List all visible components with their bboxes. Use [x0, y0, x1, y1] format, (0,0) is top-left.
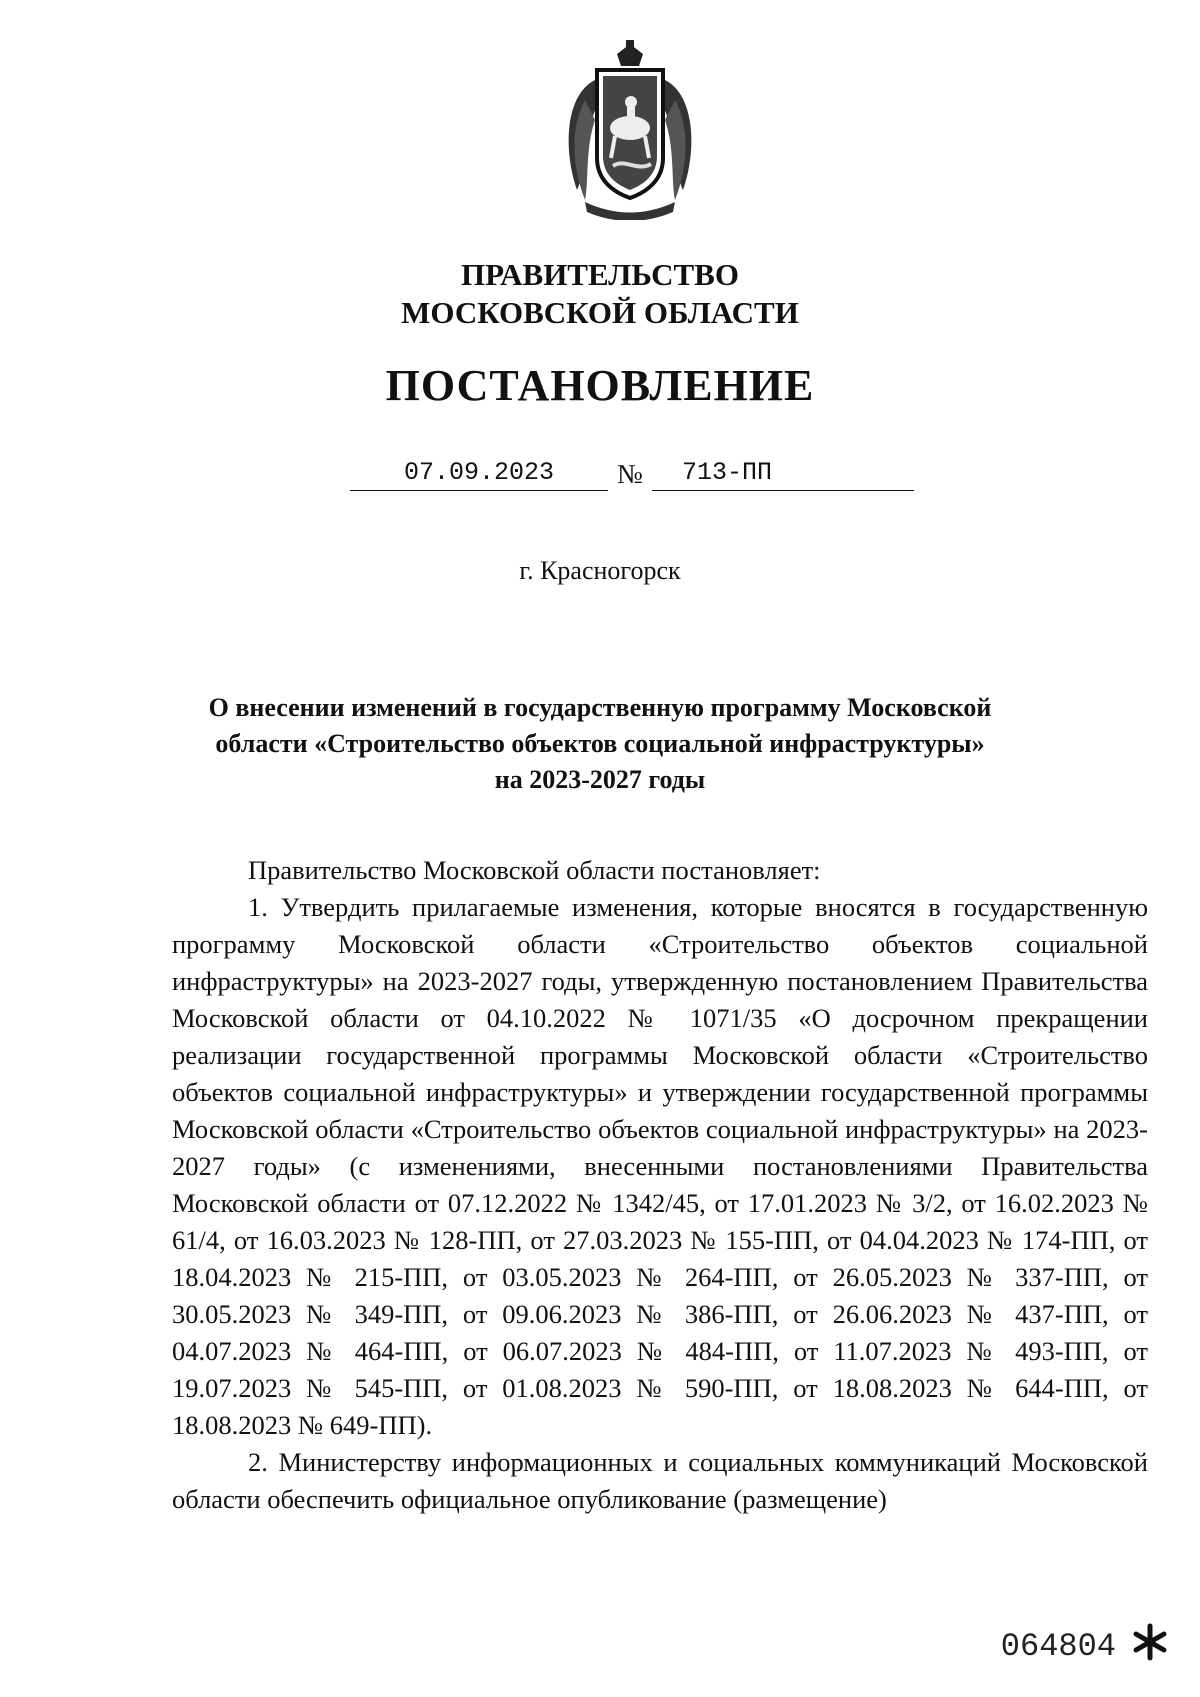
subject-line-1: О внесении изменений в государственную программу Московской — [208, 693, 992, 722]
body-paragraph-1: 1. Утвердить прилагаемые изменения, которые вносятся в государственную программу Московской области «Строительство объектов социальной инфраструктуры» на 2023-2027 годы, утвержденную постановлением Правительства Московской области от 04.10.2022 № 1071/35 «О досрочном прекращении реализации государственной программы Московской области «Строительство объектов социальной инфраструктуры» и утверждении государственной программы Московской области «Строительство объектов социальной инфраструктуры» на 2023-2027 годы» (с изменениями, внесенными постановлениями Правительства Московской области от 07.12.2022 № 1342/45, от 17.01.2023 № 3/2, от 16.02.2023 № 61/4, от 16.03.2023 № 128-ПП, от 27.03.2023 № 155-ПП, от 04.04.2023 № 174-ПП, от 18.04.2023 № 215-ПП, от 03.05.2023 № 264-ПП, от 26.05.2023 № 337-ПП, от 30.05.2023 № 349-ПП, от 09.06.2023 № 386-ПП, от 26.06.2023 № 437-ПП, от 04.07.2023 № 464-ПП, от 06.07.2023 № 484-ПП, от 11.07.2023 № 493-ПП, от 19.07.2023 № 545-ПП, от 01.08.2023 № 590-ПП, от 18.08.2023 № 644-ПП, от 18.08.2023 № 649-ПП). — [172, 892, 1148, 1440]
document-body — [172, 852, 1148, 1518]
body-lead: Правительство Московской области постановляет: — [248, 855, 821, 885]
body-paragraph-2: 2. Министерству информационных и социальных коммуникаций Московской области обеспечить официальное опубликование (размещение) — [172, 1447, 1148, 1514]
subject-line-2: области «Строительство объектов социальной инфраструктуры» — [215, 729, 985, 758]
authority-line-1: ПРАВИТЕЛЬСТВО — [461, 257, 739, 292]
subject-line-3: на 2023-2027 годы — [494, 765, 706, 794]
document-date: 07.09.2023 — [350, 456, 608, 491]
form-serial-number: 064804 — [1000, 1628, 1116, 1665]
document-subject — [200, 690, 1000, 798]
document-type-title: ПОСТАНОВЛЕНИЕ — [385, 361, 815, 410]
number-sign: № — [617, 459, 643, 489]
asterisk-icon — [1130, 1622, 1170, 1662]
place-of-issue: г. Красногорск — [519, 556, 681, 585]
issuing-authority — [0, 256, 1200, 332]
document-number: 713-ПП — [652, 456, 914, 491]
coat-of-arms-icon — [555, 40, 705, 220]
authority-line-2: МОСКОВСКОЙ ОБЛАСТИ — [401, 295, 799, 330]
registration-line — [0, 456, 1200, 496]
